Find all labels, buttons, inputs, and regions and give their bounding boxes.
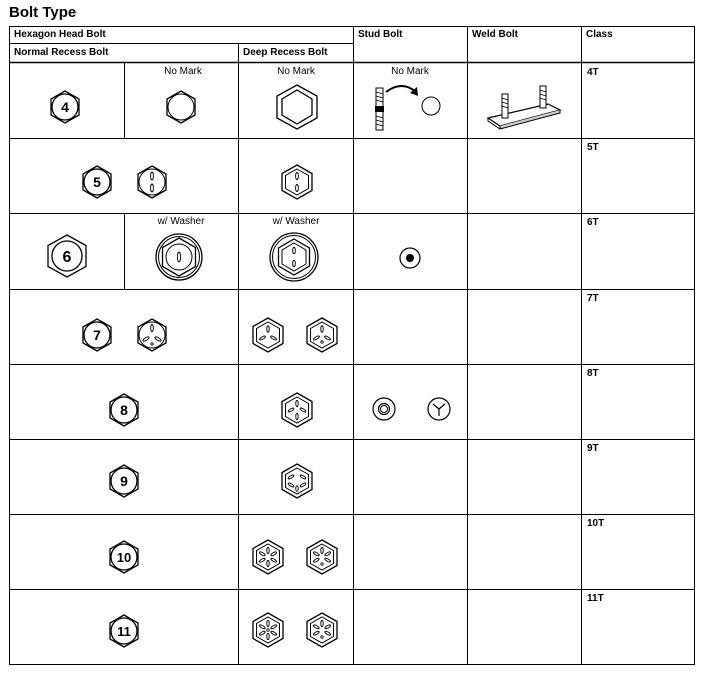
header-stud-bolt: Stud Bolt (358, 29, 403, 40)
head-number: 10 (116, 550, 132, 565)
class-label: 11T (587, 593, 604, 604)
class-label: 7T (587, 293, 599, 304)
deep-recess-five-line-mark-icon (279, 463, 315, 499)
page-title: Bolt Type (9, 4, 77, 21)
hex-bolt-head-no-mark-icon (164, 90, 198, 124)
hex-bolt-head-two-line-mark-icon (135, 165, 169, 199)
head-number: 5 (93, 174, 101, 190)
hex-bolt-head-6-icon (46, 234, 88, 278)
deep-recess-three-line-mark-icon (250, 317, 286, 353)
hex-bolt-head-10-icon (107, 540, 141, 574)
header-class: Class (586, 29, 613, 40)
deep-recess-three-line-dot-mark-icon (304, 317, 340, 353)
hex-bolt-head-5-icon (80, 165, 114, 199)
class-label: 5T (587, 142, 599, 153)
stud-bolt-y-mark-icon (426, 396, 452, 422)
stud-bolt-icon (372, 80, 444, 134)
deep-recess-four-line-mark-icon (279, 392, 315, 428)
with-washer-note: w/ Washer (157, 216, 205, 227)
hex-bolt-head-three-line-mark-icon (135, 318, 169, 352)
deep-recess-hex-head-icon (275, 84, 319, 130)
deep-recess-five-line-dot-mark-icon (304, 612, 340, 648)
head-number: 8 (120, 402, 128, 418)
head-number: 11 (117, 624, 131, 639)
weld-bolt-icon (484, 84, 564, 130)
hex-bolt-with-washer-icon (152, 232, 206, 282)
hex-bolt-head-8-icon (107, 393, 141, 427)
hex-bolt-head-11-icon (107, 614, 141, 648)
deep-recess-two-line-mark-icon (279, 164, 315, 200)
head-number: 6 (62, 249, 72, 266)
stud-bolt-center-punch-mark-icon (398, 246, 422, 270)
class-label: 9T (587, 443, 599, 454)
deep-recess-seven-line-mark-icon (250, 612, 286, 648)
header-normal-recess-bolt: Normal Recess Bolt (14, 47, 109, 58)
class-label: 8T (587, 368, 599, 379)
header-weld-bolt: Weld Bolt (472, 29, 518, 40)
head-number: 9 (120, 473, 128, 489)
class-label: 10T (587, 518, 605, 529)
class-label: 6T (587, 217, 599, 228)
header-deep-recess-bolt: Deep Recess Bolt (243, 47, 328, 58)
hex-bolt-head-4-icon (48, 90, 82, 124)
deep-recess-with-washer-icon (268, 231, 320, 283)
no-mark-note: No Mark (277, 66, 315, 77)
head-number: 4 (61, 99, 69, 115)
no-mark-note: No Mark (164, 66, 202, 77)
head-number: 7 (93, 327, 101, 343)
with-washer-note: w/ Washer (272, 216, 320, 227)
class-label: 4T (587, 67, 599, 78)
hex-bolt-head-7-icon (80, 318, 114, 352)
deep-recess-six-line-mark-icon (250, 539, 286, 575)
hex-bolt-head-9-icon (107, 464, 141, 498)
no-mark-note: No Mark (391, 66, 429, 77)
deep-recess-six-line-dot-mark-icon (304, 539, 340, 575)
header-hexagon-head-bolt: Hexagon Head Bolt (14, 29, 106, 40)
stud-bolt-ring-mark-icon (371, 396, 397, 422)
